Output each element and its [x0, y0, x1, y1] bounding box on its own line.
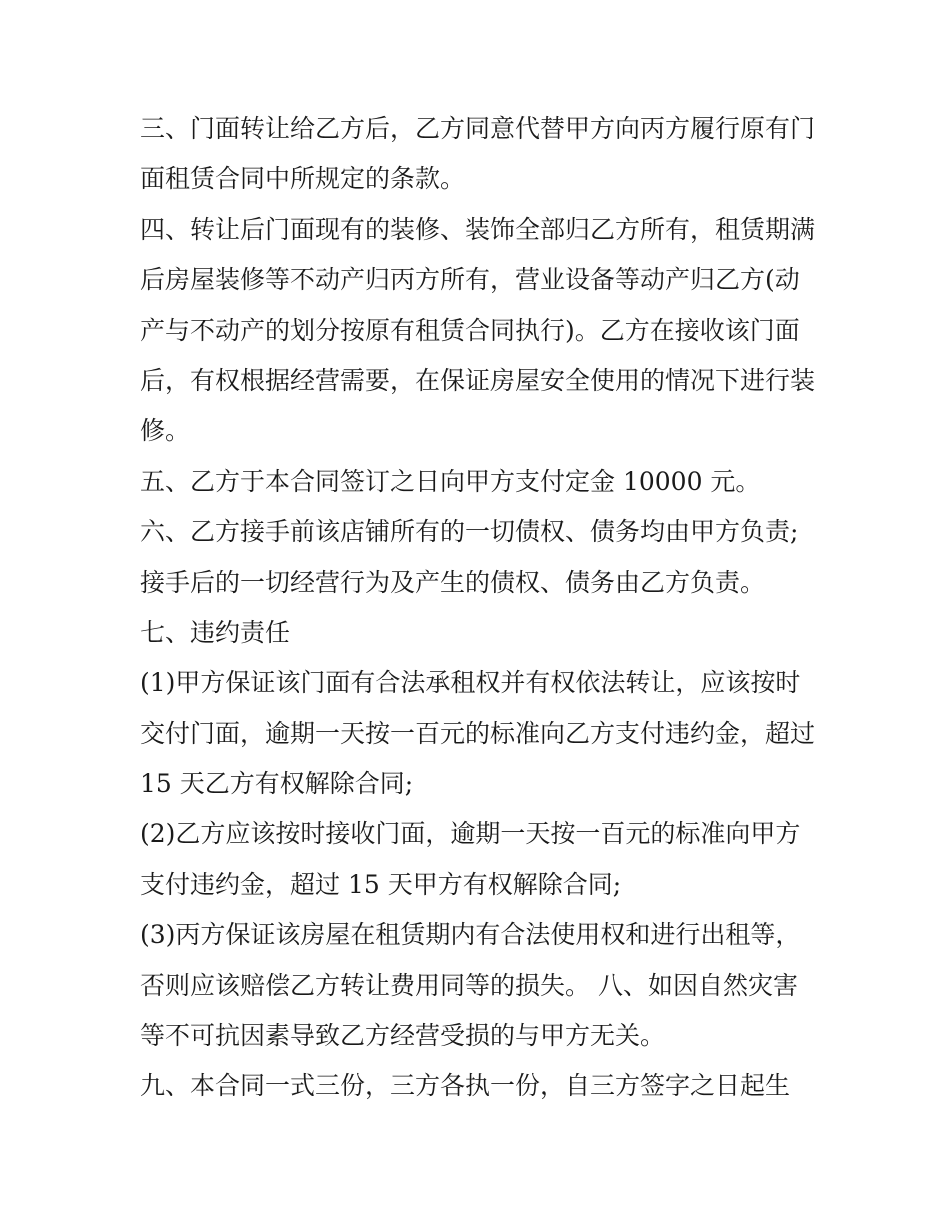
text-line: 九、本合同一式三份，三方各执一份，自三方签字之日起生 [140, 1071, 791, 1101]
text-line: 交付门面，逾期一天按一百元的标准向乙方支付违约金，超过 [140, 718, 816, 748]
text-line: 五、乙方于本合同签订之日向甲方支付定金 10000 元。 [140, 466, 761, 496]
text-line: 15 天乙方有权解除合同; [140, 769, 414, 799]
section-heading: 七、违约责任 [140, 617, 291, 647]
text-line: 修。 [140, 416, 191, 446]
contract-body [140, 104, 820, 1112]
text-line: (2)乙方应该按时接收门面，逾期一天按一百元的标准向甲方 [140, 819, 801, 849]
text-line: 产与不动产的划分按原有租赁合同执行)。乙方在接收该门面 [140, 315, 800, 345]
text-line: 等不可抗因素导致乙方经营受损的与甲方无关。 [140, 1021, 666, 1051]
text-line: 三、门面转让给乙方后，乙方同意代替甲方向丙方履行原有门 [140, 114, 816, 143]
text-line: 四、转让后门面现有的装修、装饰全部归乙方所有，租赁期满 [140, 214, 816, 244]
text-line: (3)丙方保证该房屋在租赁期内有合法使用权和进行出租等， [140, 920, 801, 950]
text-line: 后房屋装修等不动产归丙方所有，营业设备等动产归乙方(动 [140, 265, 800, 295]
text-line: 否则应该赔偿乙方转让费用同等的损失。 八、如因自然灾害 [140, 970, 798, 1000]
text-line: 六、乙方接手前该店铺所有的一切债权、债务均由甲方负责; [140, 517, 799, 547]
text-line: 面租赁合同中所规定的条款。 [140, 164, 466, 194]
text-line: (1)甲方保证该门面有合法承租权并有权依法转让，应该按时 [140, 668, 801, 698]
text-line: 接手后的一切经营行为及产生的债权、债务由乙方负责。 [140, 567, 766, 597]
text-line: 后，有权根据经营需要，在保证房屋安全使用的情况下进行装 [140, 365, 816, 395]
text-line: 支付违约金，超过 15 天甲方有权解除合同; [140, 869, 622, 899]
